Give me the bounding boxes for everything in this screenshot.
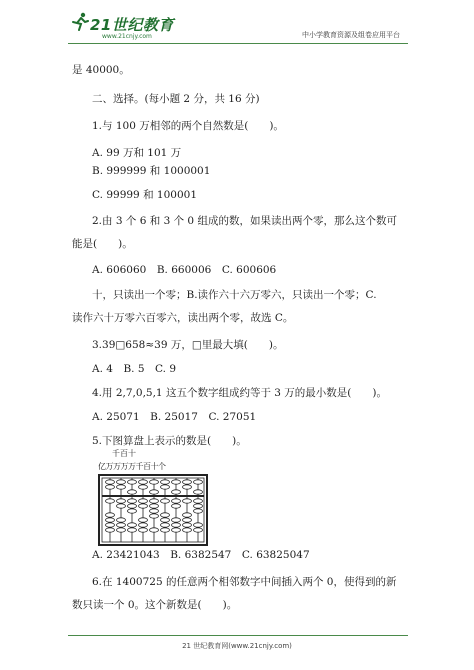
question-5-options: A. 23421043 B. 6382547 C. 63825047: [92, 549, 310, 561]
abacus-figure: [98, 448, 208, 546]
site-logo: [72, 14, 192, 44]
text-line: 是 40000。: [72, 64, 130, 76]
abacus-drawing: [98, 474, 208, 546]
question-4-options: A. 25071 B. 25017 C. 27051: [92, 411, 257, 423]
question-2-cont: 能是( )。: [72, 238, 133, 250]
runner-icon: [72, 12, 90, 32]
header-divider: [68, 43, 408, 44]
section-heading: 二、选择。(每小题 2 分，共 16 分): [92, 93, 260, 105]
question-1: 1.与 100 万相邻的两个自然数是( )。: [92, 120, 284, 132]
footer-divider: [68, 635, 408, 636]
question-5: 5.下图算盘上表示的数是( )。: [92, 435, 247, 447]
logo-url: www.21cnjy.com: [102, 33, 152, 40]
option-c: C. 99999 和 100001: [92, 189, 197, 201]
option-b: B. 999999 和 1000001: [92, 165, 211, 177]
explanation-line: 十，只读出一个零；B.读作六十六万零六，只读出一个零；C.: [92, 289, 377, 301]
logo-text: 21世纪教育: [90, 16, 174, 34]
question-2: 2.由 3 个 6 和 3 个 0 组成的数，如果读出两个零，那么这个数可: [92, 215, 397, 227]
page-footer: 21 世纪教育网(www.21cnjy.com): [182, 642, 292, 650]
explanation-line: 读作六十万零六百零六，读出两个零，故选 C。: [72, 312, 294, 324]
abacus-top-labels: 千百十: [112, 449, 136, 458]
header-platform-text: 中小学教育资源及组卷应用平台: [302, 31, 400, 39]
question-4: 4.用 2,7,0,5,1 这五个数字组成约等于 3 万的最小数是( )。: [92, 387, 387, 399]
option-a: A. 99 万和 101 万: [92, 147, 182, 159]
question-2-options: A. 606060 B. 660006 C. 600606: [92, 264, 277, 276]
abacus-place-labels: 亿万万万万千百十个: [98, 462, 166, 471]
page-header: [0, 0, 474, 48]
question-6: 6.在 1400725 的任意两个相邻数字中间插入两个 0，使得到的新: [92, 576, 397, 588]
question-3: 3.39□658≈39 万，□里最大填( )。: [92, 339, 284, 351]
question-3-options: A. 4 B. 5 C. 9: [92, 363, 177, 375]
question-6-cont: 数只读一个 0。这个新数是( )。: [72, 599, 238, 611]
